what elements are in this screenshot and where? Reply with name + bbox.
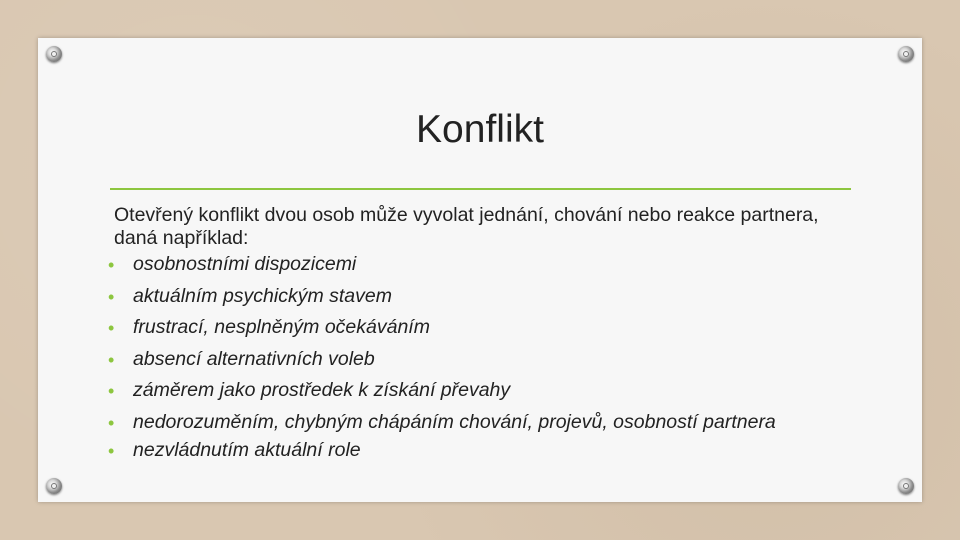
bullet-icon: • [108,349,115,370]
pushpin-icon [46,478,62,494]
list-item: • frustrací, nesplněným očekáváním [108,316,430,338]
slide-body [108,204,854,471]
list-item: • nedorozuměním, chybným chápáním chování, projevů, osobností partnera [108,410,776,433]
list-item: • aktuálním psychickým stavem [108,284,392,307]
list-item: • absencí alternativních voleb [108,347,375,370]
intro-paragraph: Otevřený konflikt dvou osob může vyvolat jednání, chování nebo reakce partnera, daná například: [114,204,819,249]
list-item: • záměrem jako prostředek k získání převahy [108,379,511,401]
bullet-icon: • [108,255,115,275]
title-divider [110,188,851,190]
bullet-icon: • [108,412,115,433]
list-item: • nezvládnutím aktuální role [108,438,361,461]
pushpin-icon [898,478,914,494]
bullet-list [108,253,854,461]
slide-title: Konflikt [416,108,544,151]
pushpin-icon [898,46,914,62]
bullet-icon: • [108,440,115,461]
bullet-icon: • [108,286,115,307]
list-item: • osobnostními dispozicemi [108,253,357,275]
bullet-icon: • [108,318,115,338]
pushpin-icon [46,46,62,62]
bullet-icon: • [108,381,115,401]
